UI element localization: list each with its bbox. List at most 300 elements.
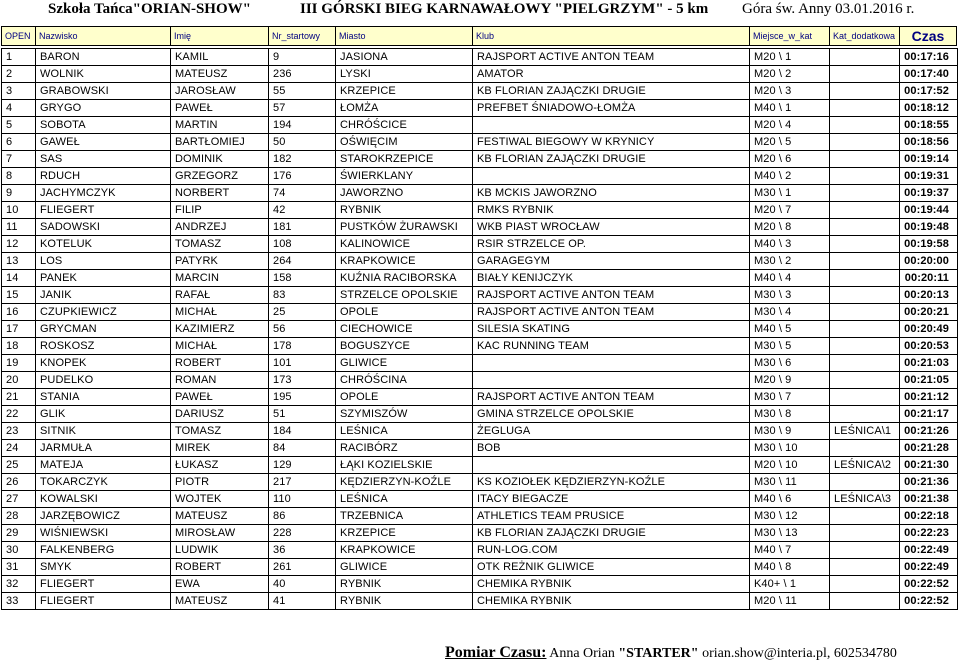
category-place-cell: M20 \ 6 (750, 151, 830, 168)
category-place-cell: M40 \ 1 (750, 100, 830, 117)
document-header (0, 0, 959, 22)
place-cell: 23 (2, 423, 36, 440)
place-cell: 10 (2, 202, 36, 219)
city-cell: ŁOMŻA (336, 100, 473, 117)
name-cell: KAZIMIERZ (171, 321, 269, 338)
category-place-cell: M40 \ 3 (750, 236, 830, 253)
extra-category-cell (830, 304, 900, 321)
time-cell: 00:21:12 (900, 389, 958, 406)
city-cell: GLIWICE (336, 559, 473, 576)
surname-cell: WOLNIK (36, 66, 171, 83)
club-cell: RMKS RYBNIK (473, 202, 750, 219)
name-cell: ŁUKASZ (171, 457, 269, 474)
name-cell: ROBERT (171, 355, 269, 372)
place-cell: 19 (2, 355, 36, 372)
name-cell: MICHAŁ (171, 304, 269, 321)
table-row (2, 100, 958, 117)
name-cell: MIREK (171, 440, 269, 457)
place-cell: 26 (2, 474, 36, 491)
club-cell: CHEMIKA RYBNIK (473, 593, 750, 610)
surname-cell: LOS (36, 253, 171, 270)
city-cell: KRZEPICE (336, 525, 473, 542)
name-cell: RAFAŁ (171, 287, 269, 304)
place-cell: 12 (2, 236, 36, 253)
city-cell: JASIONA (336, 49, 473, 66)
name-cell: LUDWIK (171, 542, 269, 559)
place-cell: 21 (2, 389, 36, 406)
bib-cell: 55 (269, 83, 336, 100)
club-cell: KB FLORIAN ZAJĄCZKI DRUGIE (473, 525, 750, 542)
table-row (2, 423, 958, 440)
bib-cell: 36 (269, 542, 336, 559)
col-surname: Nazwisko (36, 27, 171, 45)
time-cell: 00:19:44 (900, 202, 958, 219)
column-header-row (1, 26, 957, 46)
extra-category-cell (830, 576, 900, 593)
city-cell: RYBNIK (336, 202, 473, 219)
surname-cell: SMYK (36, 559, 171, 576)
club-cell: RAJSPORT ACTIVE ANTON TEAM (473, 49, 750, 66)
club-cell: BOB (473, 440, 750, 457)
col-club: Klub (473, 27, 750, 45)
time-cell: 00:20:13 (900, 287, 958, 304)
city-cell: KRZEPICE (336, 83, 473, 100)
time-cell: 00:20:11 (900, 270, 958, 287)
city-cell: BOGUSZYCE (336, 338, 473, 355)
city-cell: LEŚNICA (336, 423, 473, 440)
table-row (2, 287, 958, 304)
surname-cell: PUDELKO (36, 372, 171, 389)
bib-cell: 217 (269, 474, 336, 491)
category-place-cell: M30 \ 11 (750, 474, 830, 491)
name-cell: PIOTR (171, 474, 269, 491)
extra-category-cell (830, 406, 900, 423)
surname-cell: BARON (36, 49, 171, 66)
extra-category-cell (830, 151, 900, 168)
club-cell (473, 168, 750, 185)
category-place-cell: M30 \ 4 (750, 304, 830, 321)
bib-cell: 25 (269, 304, 336, 321)
extra-category-cell (830, 202, 900, 219)
place-cell: 22 (2, 406, 36, 423)
name-cell: TOMASZ (171, 236, 269, 253)
time-cell: 00:19:37 (900, 185, 958, 202)
city-cell: KRAPKOWICE (336, 253, 473, 270)
surname-cell: JANIK (36, 287, 171, 304)
name-cell: BARTŁOMIEJ (171, 134, 269, 151)
category-place-cell: M20 \ 1 (750, 49, 830, 66)
extra-category-cell (830, 83, 900, 100)
name-cell: TOMASZ (171, 423, 269, 440)
time-cell: 00:20:00 (900, 253, 958, 270)
col-open: OPEN (2, 27, 36, 45)
city-cell: STAROKRZEPICE (336, 151, 473, 168)
category-place-cell: K40+ \ 1 (750, 576, 830, 593)
extra-category-cell (830, 355, 900, 372)
city-cell: CHRÓŚCINA (336, 372, 473, 389)
table-row (2, 372, 958, 389)
bib-cell: 50 (269, 134, 336, 151)
name-cell: MICHAŁ (171, 338, 269, 355)
category-place-cell: M30 \ 9 (750, 423, 830, 440)
city-cell: RYBNIK (336, 576, 473, 593)
surname-cell: GLIK (36, 406, 171, 423)
category-place-cell: M20 \ 4 (750, 117, 830, 134)
surname-cell: FLIEGERT (36, 593, 171, 610)
col-name: Imię (171, 27, 269, 45)
table-row (2, 304, 958, 321)
category-place-cell: M30 \ 8 (750, 406, 830, 423)
name-cell: MATEUSZ (171, 593, 269, 610)
table-row (2, 321, 958, 338)
results-body (2, 49, 958, 610)
surname-cell: GAWEŁ (36, 134, 171, 151)
time-cell: 00:21:03 (900, 355, 958, 372)
table-row (2, 389, 958, 406)
category-place-cell: M40 \ 5 (750, 321, 830, 338)
timing-person: Anna Orian (549, 646, 615, 661)
time-cell: 00:22:52 (900, 576, 958, 593)
extra-category-cell (830, 49, 900, 66)
time-cell: 00:21:30 (900, 457, 958, 474)
table-row (2, 491, 958, 508)
surname-cell: WIŚNIEWSKI (36, 525, 171, 542)
bib-cell: 9 (269, 49, 336, 66)
surname-cell: MATEJA (36, 457, 171, 474)
place-cell: 17 (2, 321, 36, 338)
category-place-cell: M40 \ 6 (750, 491, 830, 508)
club-cell (473, 457, 750, 474)
city-cell: KUŹNIA RACIBORSKA (336, 270, 473, 287)
table-row (2, 219, 958, 236)
timing-contact: orian.show@interia.pl, 602534780 (702, 646, 897, 661)
category-place-cell: M40 \ 4 (750, 270, 830, 287)
city-cell: JAWORZNO (336, 185, 473, 202)
name-cell: JAROSŁAW (171, 83, 269, 100)
city-cell: GLIWICE (336, 355, 473, 372)
category-place-cell: M30 \ 3 (750, 287, 830, 304)
club-cell (473, 117, 750, 134)
place-cell: 27 (2, 491, 36, 508)
category-place-cell: M20 \ 2 (750, 66, 830, 83)
club-cell (473, 355, 750, 372)
surname-cell: KNOPEK (36, 355, 171, 372)
place-cell: 9 (2, 185, 36, 202)
timing-company: "STARTER" (618, 646, 699, 661)
extra-category-cell (830, 474, 900, 491)
place-cell: 6 (2, 134, 36, 151)
city-cell: OPOLE (336, 304, 473, 321)
name-cell: MARTIN (171, 117, 269, 134)
table-row (2, 440, 958, 457)
extra-category-cell (830, 559, 900, 576)
results-table (1, 48, 958, 610)
time-cell: 00:19:31 (900, 168, 958, 185)
time-cell: 00:21:17 (900, 406, 958, 423)
table-row (2, 474, 958, 491)
city-cell: ŁĄKI KOZIELSKIE (336, 457, 473, 474)
category-place-cell: M30 \ 5 (750, 338, 830, 355)
city-cell: SZYMISZÓW (336, 406, 473, 423)
surname-cell: FLIEGERT (36, 576, 171, 593)
surname-cell: KOTELUK (36, 236, 171, 253)
bib-cell: 108 (269, 236, 336, 253)
time-cell: 00:21:36 (900, 474, 958, 491)
name-cell: EWA (171, 576, 269, 593)
city-cell: CHRÓŚCICE (336, 117, 473, 134)
category-place-cell: M40 \ 7 (750, 542, 830, 559)
school-title: Szkoła Tańca"ORIAN-SHOW" (48, 1, 251, 17)
name-cell: GRZEGORZ (171, 168, 269, 185)
category-place-cell: M30 \ 6 (750, 355, 830, 372)
club-cell: RAJSPORT ACTIVE ANTON TEAM (473, 389, 750, 406)
table-row (2, 559, 958, 576)
club-cell (473, 372, 750, 389)
col-city: Miasto (336, 27, 473, 45)
bib-cell: 83 (269, 287, 336, 304)
surname-cell: FLIEGERT (36, 202, 171, 219)
surname-cell: RDUCH (36, 168, 171, 185)
table-row (2, 406, 958, 423)
table-row (2, 151, 958, 168)
club-cell: ŻEGLUGA (473, 423, 750, 440)
category-place-cell: M20 \ 3 (750, 83, 830, 100)
extra-category-cell (830, 338, 900, 355)
place-cell: 3 (2, 83, 36, 100)
extra-category-cell (830, 219, 900, 236)
city-cell: STRZELCE OPOLSKIE (336, 287, 473, 304)
place-cell: 1 (2, 49, 36, 66)
category-place-cell: M20 \ 10 (750, 457, 830, 474)
time-cell: 00:21:38 (900, 491, 958, 508)
bib-cell: 110 (269, 491, 336, 508)
category-place-cell: M30 \ 1 (750, 185, 830, 202)
time-cell: 00:18:56 (900, 134, 958, 151)
extra-category-cell (830, 542, 900, 559)
category-place-cell: M30 \ 10 (750, 440, 830, 457)
club-cell: RSIR STRZELCE OP. (473, 236, 750, 253)
bib-cell: 101 (269, 355, 336, 372)
surname-cell: CZUPKIEWICZ (36, 304, 171, 321)
extra-category-cell (830, 525, 900, 542)
category-place-cell: M30 \ 12 (750, 508, 830, 525)
table-row (2, 168, 958, 185)
table-row (2, 134, 958, 151)
club-cell: WKB PIAST WROCŁAW (473, 219, 750, 236)
name-cell: ANDRZEJ (171, 219, 269, 236)
time-cell: 00:22:49 (900, 542, 958, 559)
name-cell: DOMINIK (171, 151, 269, 168)
bib-cell: 86 (269, 508, 336, 525)
extra-category-cell (830, 508, 900, 525)
surname-cell: FALKENBERG (36, 542, 171, 559)
name-cell: ROMAN (171, 372, 269, 389)
extra-category-cell (830, 389, 900, 406)
place-cell: 11 (2, 219, 36, 236)
extra-category-cell (830, 440, 900, 457)
time-cell: 00:21:28 (900, 440, 958, 457)
category-place-cell: M20 \ 9 (750, 372, 830, 389)
table-row (2, 49, 958, 66)
category-place-cell: M40 \ 2 (750, 168, 830, 185)
extra-category-cell: LEŚNICA\1 (830, 423, 900, 440)
bib-cell: 56 (269, 321, 336, 338)
time-cell: 00:21:05 (900, 372, 958, 389)
city-cell: LEŚNICA (336, 491, 473, 508)
bib-cell: 261 (269, 559, 336, 576)
surname-cell: JARZĘBOWICZ (36, 508, 171, 525)
surname-cell: STANIA (36, 389, 171, 406)
time-cell: 00:19:14 (900, 151, 958, 168)
table-row (2, 185, 958, 202)
club-cell: GMINA STRZELCE OPOLSKIE (473, 406, 750, 423)
place-cell: 5 (2, 117, 36, 134)
table-row (2, 542, 958, 559)
extra-category-cell (830, 270, 900, 287)
name-cell: WOJTEK (171, 491, 269, 508)
place-cell: 18 (2, 338, 36, 355)
club-cell: KS KOZIOŁEK KĘDZIERZYN-KOŹLE (473, 474, 750, 491)
surname-cell: SAS (36, 151, 171, 168)
table-row (2, 576, 958, 593)
club-cell: AMATOR (473, 66, 750, 83)
time-cell: 00:20:53 (900, 338, 958, 355)
club-cell: RAJSPORT ACTIVE ANTON TEAM (473, 304, 750, 321)
name-cell: PATYRK (171, 253, 269, 270)
city-cell: RACIBÓRZ (336, 440, 473, 457)
surname-cell: JARMUŁA (36, 440, 171, 457)
place-cell: 20 (2, 372, 36, 389)
bib-cell: 236 (269, 66, 336, 83)
table-row (2, 355, 958, 372)
bib-cell: 57 (269, 100, 336, 117)
col-bib: Nr_startowy (269, 27, 336, 45)
extra-category-cell (830, 100, 900, 117)
table-row (2, 253, 958, 270)
place-cell: 14 (2, 270, 36, 287)
time-cell: 00:21:26 (900, 423, 958, 440)
surname-cell: SOBOTA (36, 117, 171, 134)
club-cell: SILESIA SKATING (473, 321, 750, 338)
extra-category-cell (830, 321, 900, 338)
bib-cell: 84 (269, 440, 336, 457)
city-cell: KĘDZIERZYN-KOŹLE (336, 474, 473, 491)
place-cell: 28 (2, 508, 36, 525)
place-cell: 25 (2, 457, 36, 474)
club-cell: CHEMIKA RYBNIK (473, 576, 750, 593)
col-extra-category: Kat_dodatkowa (830, 27, 900, 45)
table-row (2, 338, 958, 355)
table-row (2, 66, 958, 83)
time-cell: 00:17:16 (900, 49, 958, 66)
club-cell: GARAGEGYM (473, 253, 750, 270)
club-cell: FESTIWAL BIEGOWY W KRYNICY (473, 134, 750, 151)
bib-cell: 178 (269, 338, 336, 355)
time-cell: 00:22:49 (900, 559, 958, 576)
surname-cell: SADOWSKI (36, 219, 171, 236)
surname-cell: GRYCMAN (36, 321, 171, 338)
city-cell: CIECHOWICE (336, 321, 473, 338)
time-cell: 00:18:12 (900, 100, 958, 117)
name-cell: DARIUSZ (171, 406, 269, 423)
surname-cell: GRABOWSKI (36, 83, 171, 100)
col-time: Czas (911, 28, 945, 44)
extra-category-cell (830, 185, 900, 202)
place-cell: 8 (2, 168, 36, 185)
category-place-cell: M20 \ 8 (750, 219, 830, 236)
place-cell: 4 (2, 100, 36, 117)
category-place-cell: M20 \ 5 (750, 134, 830, 151)
club-cell: PREFBET ŚNIADOWO-ŁOMŻA (473, 100, 750, 117)
name-cell: FILIP (171, 202, 269, 219)
name-cell: ROBERT (171, 559, 269, 576)
place-cell: 31 (2, 559, 36, 576)
bib-cell: 158 (269, 270, 336, 287)
city-cell: TRZEBNICA (336, 508, 473, 525)
place-date: Góra św. Anny 03.01.2016 r. (742, 1, 915, 17)
place-cell: 13 (2, 253, 36, 270)
name-cell: MIROSŁAW (171, 525, 269, 542)
surname-cell: JACHYMCZYK (36, 185, 171, 202)
club-cell: KB FLORIAN ZAJĄCZKI DRUGIE (473, 83, 750, 100)
name-cell: MATEUSZ (171, 66, 269, 83)
time-cell: 00:17:52 (900, 83, 958, 100)
col-category-place: Miejsce_w_kat (750, 27, 830, 45)
time-cell: 00:22:23 (900, 525, 958, 542)
time-cell: 00:22:18 (900, 508, 958, 525)
table-row (2, 525, 958, 542)
category-place-cell: M30 \ 2 (750, 253, 830, 270)
extra-category-cell (830, 66, 900, 83)
time-cell: 00:20:49 (900, 321, 958, 338)
club-cell: ATHLETICS TEAM PRUSICE (473, 508, 750, 525)
name-cell: MARCIN (171, 270, 269, 287)
bib-cell: 182 (269, 151, 336, 168)
place-cell: 30 (2, 542, 36, 559)
surname-cell: SITNIK (36, 423, 171, 440)
place-cell: 32 (2, 576, 36, 593)
table-row (2, 117, 958, 134)
place-cell: 33 (2, 593, 36, 610)
time-cell: 00:19:58 (900, 236, 958, 253)
city-cell: ŚWIERKLANY (336, 168, 473, 185)
bib-cell: 129 (269, 457, 336, 474)
place-cell: 7 (2, 151, 36, 168)
time-cell: 00:17:40 (900, 66, 958, 83)
extra-category-cell: LEŚNICA\3 (830, 491, 900, 508)
bib-cell: 173 (269, 372, 336, 389)
bib-cell: 41 (269, 593, 336, 610)
bib-cell: 51 (269, 406, 336, 423)
city-cell: OPOLE (336, 389, 473, 406)
bib-cell: 195 (269, 389, 336, 406)
surname-cell: TOKARCZYK (36, 474, 171, 491)
place-cell: 2 (2, 66, 36, 83)
table-row (2, 236, 958, 253)
city-cell: RYBNIK (336, 593, 473, 610)
bib-cell: 40 (269, 576, 336, 593)
place-cell: 15 (2, 287, 36, 304)
extra-category-cell (830, 372, 900, 389)
extra-category-cell (830, 168, 900, 185)
bib-cell: 194 (269, 117, 336, 134)
bib-cell: 184 (269, 423, 336, 440)
category-place-cell: M20 \ 11 (750, 593, 830, 610)
extra-category-cell (830, 253, 900, 270)
surname-cell: PANEK (36, 270, 171, 287)
name-cell: PAWEŁ (171, 100, 269, 117)
time-cell: 00:20:21 (900, 304, 958, 321)
